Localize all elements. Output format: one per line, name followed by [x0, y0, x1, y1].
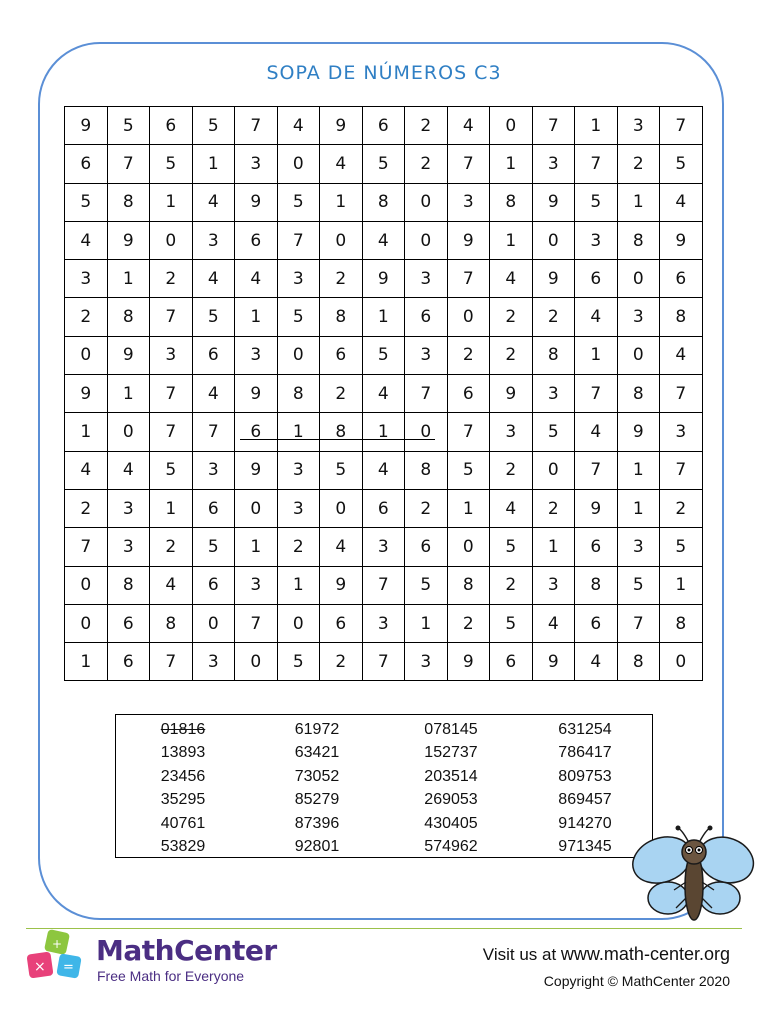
grid-cell: 5	[150, 451, 193, 489]
grid-cell: 8	[277, 375, 320, 413]
grid-cell: 6	[320, 336, 363, 374]
grid-cell: 1	[617, 183, 660, 221]
number-list-item: 269053	[424, 791, 478, 809]
grid-cell: 0	[277, 145, 320, 183]
grid-cell: 2	[447, 604, 490, 642]
number-list-row	[116, 742, 652, 766]
grid-cell: 6	[575, 604, 618, 642]
grid-cell: 7	[362, 643, 405, 681]
number-list-item: 01816	[160, 720, 206, 738]
grid-cell: 1	[660, 566, 703, 604]
number-list-item: 23456	[160, 767, 206, 785]
number-list-item: 73052	[294, 767, 340, 785]
grid-cell: 9	[532, 183, 575, 221]
butterfly-icon	[628, 822, 758, 932]
grid-cell: 9	[617, 413, 660, 451]
grid-cell: 4	[660, 183, 703, 221]
grid-cell: 1	[235, 528, 278, 566]
grid-cell: 8	[617, 221, 660, 259]
grid-cell: 4	[575, 413, 618, 451]
website-link[interactable]: www.math-center.org	[560, 944, 730, 964]
svg-text:×: ×	[34, 959, 46, 975]
grid-cell: 6	[192, 489, 235, 527]
grid-cell: 6	[235, 221, 278, 259]
grid-row	[65, 260, 703, 298]
grid-cell: 3	[660, 413, 703, 451]
grid-cell: 5	[532, 413, 575, 451]
grid-cell: 0	[320, 489, 363, 527]
grid-cell: 2	[277, 528, 320, 566]
number-list-item: 13893	[160, 744, 206, 762]
grid-cell: 4	[362, 375, 405, 413]
grid-cell: 1	[192, 145, 235, 183]
grid-cell: 7	[150, 375, 193, 413]
grid-cell: 8	[320, 298, 363, 336]
grid-cell: 3	[617, 298, 660, 336]
grid-cell: 2	[490, 451, 533, 489]
grid-cell: 4	[320, 528, 363, 566]
grid-cell: 8	[107, 183, 150, 221]
grid-cell: 1	[107, 260, 150, 298]
number-list-item: 631254	[558, 720, 612, 738]
grid-cell: 3	[617, 528, 660, 566]
grid-cell: 6	[107, 643, 150, 681]
grid-cell: 9	[575, 489, 618, 527]
grid-cell: 3	[405, 643, 448, 681]
grid-cell: 9	[660, 221, 703, 259]
grid-row	[65, 528, 703, 566]
grid-cell: 7	[235, 604, 278, 642]
grid-cell: 7	[660, 375, 703, 413]
number-list-item: 809753	[558, 767, 612, 785]
grid-cell: 7	[150, 643, 193, 681]
grid-cell: 9	[532, 643, 575, 681]
grid-cell: 8	[660, 604, 703, 642]
number-list-item: 85279	[294, 791, 340, 809]
grid-cell: 5	[660, 528, 703, 566]
grid-cell: 3	[532, 375, 575, 413]
grid-cell: 7	[277, 221, 320, 259]
grid-cell: 6	[405, 528, 448, 566]
grid-cell: 6	[107, 604, 150, 642]
svg-text:=: =	[63, 960, 74, 975]
grid-cell: 3	[405, 260, 448, 298]
grid-cell: 7	[660, 107, 703, 145]
number-list-box	[115, 714, 653, 858]
number-list-item: 35295	[160, 791, 206, 809]
grid-cell: 9	[490, 375, 533, 413]
grid-cell: 2	[405, 489, 448, 527]
grid-row	[65, 336, 703, 374]
grid-cell: 6	[405, 298, 448, 336]
grid-cell: 9	[320, 107, 363, 145]
number-list-item: 87396	[294, 814, 340, 832]
visit-line	[483, 944, 730, 965]
number-grid	[64, 106, 703, 681]
grid-cell: 7	[617, 604, 660, 642]
grid-cell: 1	[490, 145, 533, 183]
grid-row	[65, 107, 703, 145]
grid-cell: 4	[490, 489, 533, 527]
grid-cell: 0	[107, 413, 150, 451]
grid-cell: 7	[532, 107, 575, 145]
grid-cell: 7	[575, 375, 618, 413]
grid-cell: 6	[192, 336, 235, 374]
grid-cell: 3	[150, 336, 193, 374]
grid-cell: 4	[65, 221, 108, 259]
grid-cell: 7	[447, 260, 490, 298]
grid-cell: 5	[107, 107, 150, 145]
grid-cell: 2	[405, 145, 448, 183]
grid-cell: 6	[660, 260, 703, 298]
grid-cell: 4	[362, 451, 405, 489]
grid-cell: 5	[277, 298, 320, 336]
grid-cell: 4	[235, 260, 278, 298]
grid-row	[65, 451, 703, 489]
grid-cell: 0	[490, 107, 533, 145]
grid-cell: 5	[405, 566, 448, 604]
grid-cell: 2	[320, 643, 363, 681]
grid-cell: 5	[192, 528, 235, 566]
grid-cell: 2	[447, 336, 490, 374]
grid-cell: 4	[447, 107, 490, 145]
grid-row	[65, 604, 703, 642]
copyright-text: Copyright © MathCenter 2020	[543, 973, 730, 989]
grid-row	[65, 566, 703, 604]
grid-cell: 7	[362, 566, 405, 604]
grid-cell: 5	[150, 145, 193, 183]
grid-cell: 5	[617, 566, 660, 604]
number-list-item: 574962	[424, 838, 478, 856]
grid-row	[65, 183, 703, 221]
grid-cell: 3	[192, 451, 235, 489]
brand-name: MathCenter	[96, 934, 277, 967]
grid-cell: 0	[405, 221, 448, 259]
grid-cell: 0	[617, 260, 660, 298]
grid-cell: 2	[490, 298, 533, 336]
grid-cell: 7	[575, 145, 618, 183]
grid-row	[65, 413, 703, 451]
grid-cell: 6	[235, 413, 278, 451]
number-list-row	[116, 789, 652, 813]
grid-cell: 0	[192, 604, 235, 642]
grid-cell: 8	[405, 451, 448, 489]
number-list-item: 152737	[424, 744, 478, 762]
grid-cell: 2	[490, 336, 533, 374]
grid-cell: 1	[107, 375, 150, 413]
grid-cell: 4	[107, 451, 150, 489]
grid-cell: 6	[575, 260, 618, 298]
visit-prefix: Visit us at	[482, 945, 557, 964]
grid-cell: 7	[405, 375, 448, 413]
grid-cell: 0	[277, 604, 320, 642]
grid-cell: 1	[320, 183, 363, 221]
grid-cell: 9	[235, 375, 278, 413]
number-list-item: 63421	[294, 744, 340, 762]
grid-cell: 3	[362, 604, 405, 642]
number-list-item: 61972	[294, 720, 340, 738]
grid-row	[65, 489, 703, 527]
footer-divider	[26, 928, 742, 929]
number-list-item: 40761	[160, 814, 206, 832]
grid-cell: 4	[320, 145, 363, 183]
grid-cell: 0	[277, 336, 320, 374]
number-list-item: 430405	[424, 814, 478, 832]
grid-cell: 8	[362, 183, 405, 221]
grid-cell: 0	[617, 336, 660, 374]
grid-cell: 5	[65, 183, 108, 221]
grid-cell: 8	[107, 566, 150, 604]
grid-cell: 4	[575, 298, 618, 336]
grid-cell: 7	[660, 451, 703, 489]
grid-cell: 6	[362, 107, 405, 145]
grid-cell: 9	[362, 260, 405, 298]
grid-cell: 2	[65, 489, 108, 527]
number-list-item: 078145	[424, 720, 478, 738]
grid-cell: 3	[277, 489, 320, 527]
grid-cell: 0	[660, 643, 703, 681]
grid-cell: 8	[617, 643, 660, 681]
grid-cell: 5	[660, 145, 703, 183]
number-list-row	[116, 836, 652, 860]
grid-cell: 1	[65, 413, 108, 451]
grid-cell: 2	[320, 375, 363, 413]
brand-tagline: Free Math for Everyone	[97, 968, 245, 984]
grid-cell: 5	[362, 336, 405, 374]
grid-cell: 6	[362, 489, 405, 527]
grid-cell: 8	[575, 566, 618, 604]
number-list-item: 786417	[558, 744, 612, 762]
grid-cell: 2	[532, 489, 575, 527]
grid-cell: 1	[575, 107, 618, 145]
number-list-item: 92801	[294, 838, 340, 856]
grid-cell: 5	[277, 643, 320, 681]
grid-cell: 5	[490, 528, 533, 566]
grid-cell: 3	[490, 413, 533, 451]
grid-row	[65, 145, 703, 183]
grid-cell: 9	[320, 566, 363, 604]
grid-cell: 3	[235, 336, 278, 374]
grid-cell: 3	[107, 489, 150, 527]
grid-cell: 6	[150, 107, 193, 145]
grid-cell: 9	[447, 643, 490, 681]
grid-cell: 5	[575, 183, 618, 221]
page-title: SOPA DE NÚMEROS C3	[266, 62, 502, 84]
grid-cell: 0	[65, 604, 108, 642]
grid-cell: 1	[575, 336, 618, 374]
grid-cell: 7	[150, 413, 193, 451]
grid-cell: 1	[150, 183, 193, 221]
grid-cell: 1	[277, 413, 320, 451]
number-list-item: 203514	[424, 767, 478, 785]
grid-cell: 6	[447, 375, 490, 413]
grid-cell: 3	[192, 643, 235, 681]
number-list-item: 914270	[558, 814, 612, 832]
grid-cell: 5	[490, 604, 533, 642]
grid-cell: 3	[405, 336, 448, 374]
grid-cell: 4	[65, 451, 108, 489]
grid-cell: 1	[490, 221, 533, 259]
grid-cell: 5	[192, 298, 235, 336]
found-number-strike-line	[240, 439, 435, 440]
grid-cell: 9	[532, 260, 575, 298]
grid-cell: 2	[490, 566, 533, 604]
grid-cell: 2	[532, 298, 575, 336]
grid-cell: 5	[192, 107, 235, 145]
svg-text:+: +	[52, 937, 63, 951]
grid-cell: 6	[575, 528, 618, 566]
grid-cell: 7	[447, 413, 490, 451]
grid-cell: 7	[192, 413, 235, 451]
number-list-row	[116, 718, 652, 742]
grid-cell: 0	[235, 643, 278, 681]
grid-cell: 7	[107, 145, 150, 183]
grid-cell: 8	[490, 183, 533, 221]
grid-cell: 0	[150, 221, 193, 259]
grid-cell: 8	[447, 566, 490, 604]
grid-cell: 1	[405, 604, 448, 642]
grid-cell: 8	[617, 375, 660, 413]
grid-cell: 2	[150, 260, 193, 298]
number-list-row	[116, 812, 652, 836]
grid-cell: 4	[660, 336, 703, 374]
grid-cell: 0	[532, 451, 575, 489]
grid-cell: 4	[192, 183, 235, 221]
grid-cell: 8	[107, 298, 150, 336]
grid-cell: 3	[362, 528, 405, 566]
grid-cell: 3	[532, 566, 575, 604]
grid-cell: 0	[447, 298, 490, 336]
grid-cell: 3	[277, 260, 320, 298]
grid-cell: 2	[617, 145, 660, 183]
grid-cell: 6	[320, 604, 363, 642]
grid-cell: 6	[490, 643, 533, 681]
grid-cell: 9	[65, 107, 108, 145]
grid-cell: 4	[362, 221, 405, 259]
grid-cell: 3	[575, 221, 618, 259]
number-list-row	[116, 765, 652, 789]
grid-cell: 2	[320, 260, 363, 298]
grid-cell: 1	[447, 489, 490, 527]
grid-cell: 4	[490, 260, 533, 298]
grid-row	[65, 221, 703, 259]
grid-cell: 3	[192, 221, 235, 259]
grid-cell: 7	[150, 298, 193, 336]
number-list-item: 53829	[160, 838, 206, 856]
grid-cell: 7	[65, 528, 108, 566]
grid-cell: 1	[65, 643, 108, 681]
grid-cell: 4	[192, 375, 235, 413]
grid-cell: 1	[235, 298, 278, 336]
grid-cell: 0	[320, 221, 363, 259]
grid-cell: 9	[447, 221, 490, 259]
grid-cell: 7	[447, 145, 490, 183]
number-list-item: 869457	[558, 791, 612, 809]
grid-cell: 8	[532, 336, 575, 374]
grid-cell: 0	[405, 183, 448, 221]
grid-cell: 9	[235, 451, 278, 489]
grid-cell: 0	[235, 489, 278, 527]
grid-cell: 5	[320, 451, 363, 489]
math-cubes-logo-icon	[24, 929, 88, 991]
grid-cell: 8	[150, 604, 193, 642]
grid-cell: 1	[150, 489, 193, 527]
grid-cell: 3	[235, 145, 278, 183]
grid-cell: 4	[575, 643, 618, 681]
grid-cell: 0	[65, 566, 108, 604]
grid-cell: 3	[617, 107, 660, 145]
grid-cell: 4	[150, 566, 193, 604]
grid-cell: 8	[320, 413, 363, 451]
grid-cell: 9	[65, 375, 108, 413]
grid-row	[65, 643, 703, 681]
grid-cell: 9	[235, 183, 278, 221]
grid-cell: 1	[277, 566, 320, 604]
grid-cell: 0	[405, 413, 448, 451]
grid-cell: 1	[617, 489, 660, 527]
grid-cell: 4	[192, 260, 235, 298]
grid-cell: 3	[277, 451, 320, 489]
number-list-item: 971345	[558, 838, 612, 856]
grid-cell: 6	[65, 145, 108, 183]
grid-cell: 3	[107, 528, 150, 566]
grid-cell: 0	[65, 336, 108, 374]
grid-cell: 1	[362, 413, 405, 451]
grid-cell: 3	[65, 260, 108, 298]
grid-cell: 7	[235, 107, 278, 145]
grid-cell: 3	[447, 183, 490, 221]
grid-cell: 0	[447, 528, 490, 566]
grid-cell: 1	[617, 451, 660, 489]
grid-cell: 8	[660, 298, 703, 336]
grid-cell: 6	[192, 566, 235, 604]
grid-cell: 4	[277, 107, 320, 145]
grid-cell: 5	[362, 145, 405, 183]
grid-cell: 4	[532, 604, 575, 642]
grid-cell: 0	[532, 221, 575, 259]
grid-cell: 2	[405, 107, 448, 145]
grid-cell: 9	[107, 336, 150, 374]
grid-cell: 5	[447, 451, 490, 489]
grid-cell: 2	[65, 298, 108, 336]
grid-cell: 2	[660, 489, 703, 527]
grid-row	[65, 375, 703, 413]
grid-cell: 5	[277, 183, 320, 221]
grid-cell: 9	[107, 221, 150, 259]
grid-cell: 2	[150, 528, 193, 566]
grid-cell: 1	[532, 528, 575, 566]
grid-cell: 7	[575, 451, 618, 489]
grid-cell: 3	[235, 566, 278, 604]
grid-row	[65, 298, 703, 336]
grid-cell: 1	[362, 298, 405, 336]
grid-cell: 3	[532, 145, 575, 183]
